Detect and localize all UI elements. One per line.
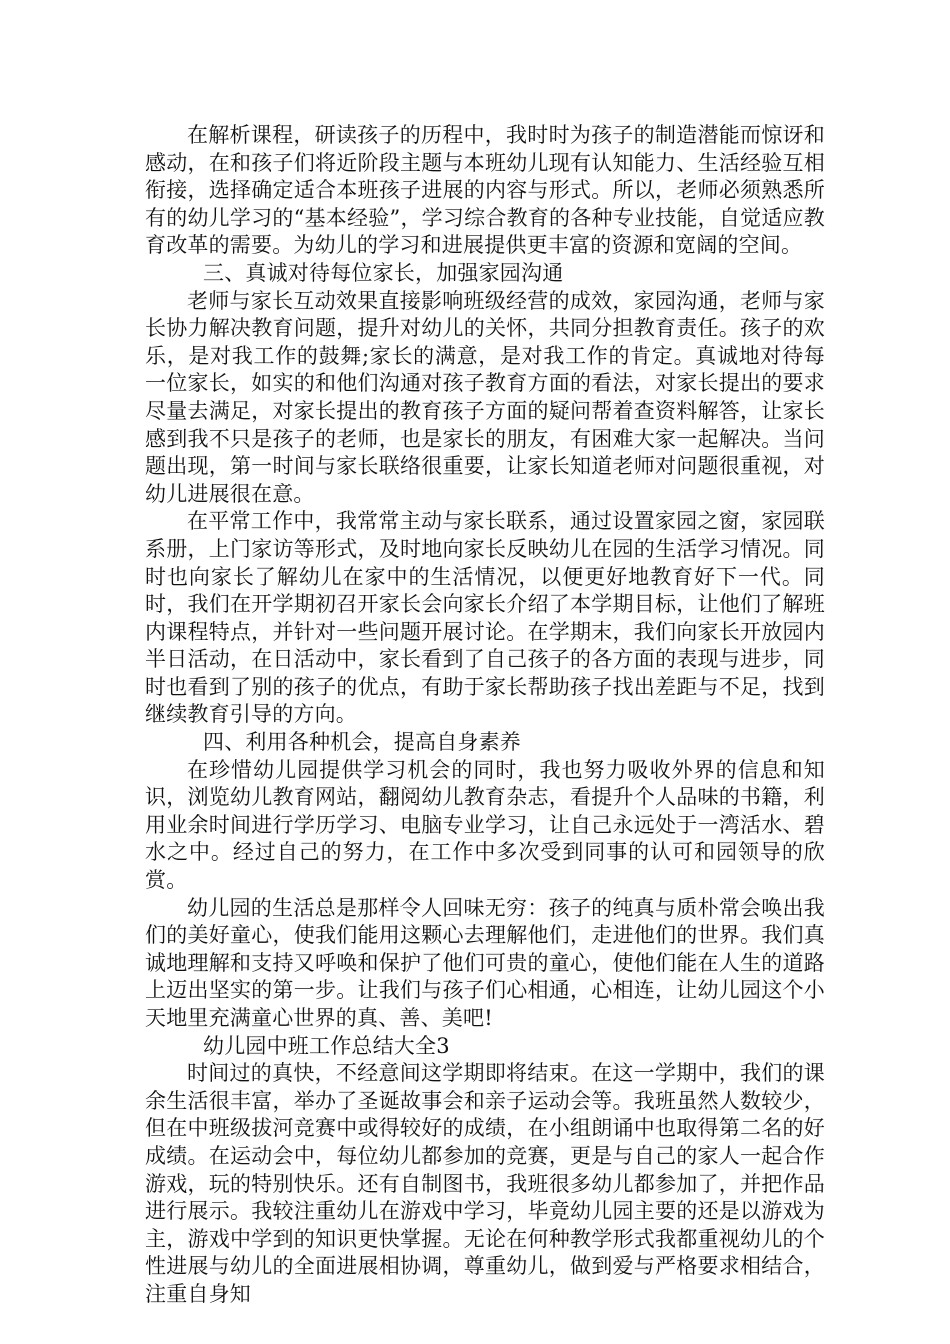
paragraph-4: 在珍惜幼儿园提供学习机会的同时，我也努力吸收外界的信息和知识，浏览幼儿教育网站，翻阅幼儿教育杂志，看提升个人品味的书籍，利用业余时间进行学历学习、电脑专业学习，让自己永远处于一湾活水、碧水之中。经过自己的努力，在工作中多次受到同事的认可和园领导的欣赏。	[145, 757, 825, 893]
article-title-3: 幼儿园中班工作总结大全3	[203, 1033, 450, 1058]
paragraph-6: 时间过的真快，不经意间这学期即将结束。在这一学期中，我们的课余生活很丰富，举办了圣诞故事会和亲子运动会等。我班虽然人数较少，但在中班级拔河竞赛中或得较好的成绩，在小组朗诵中也取得第二名的好成绩。在运动会中，每位幼儿都参加的竞赛，更是与自己的家人一起合作游戏，玩的特别快乐。还有自制图书，我班很多幼儿都参加了，并把作品进行展示。我较注重幼儿在游戏中学习，毕竟幼儿园主要的还是以游戏为主，游戏中学到的知识更快掌握。无论在何种教学形式我都重视幼儿的个性进展与幼儿的全面进展相协调，尊重幼儿，做到爱与严格要求相结合，注重自身知	[145, 1061, 825, 1306]
paragraph-2: 老师与家长互动效果直接影响班级经营的成效，家园沟通，老师与家长协力解决教育问题，提升对幼儿的关怀，共同分担教育责任。孩子的欢乐，是对我工作的鼓舞;家长的满意，是对我工作的肯定。真诚地对待每一位家长，如实的和他们沟通对孩子教育方面的看法，对家长提出的要求尽量去满足，对家长提出的教育孩子方面的疑问帮着查资料解答，让家长感到我不只是孩子的老师，也是家长的朋友，有困难大家一起解决。当问题出现，第一时间与家长联络很重要，让家长知道老师对问题很重视，对幼儿进展很在意。	[145, 288, 825, 506]
section-heading-4: 四、利用各种机会，提高自身素养	[203, 730, 521, 755]
section-heading-3: 三、真诚对待每位家长，加强家园沟通	[203, 260, 564, 285]
paragraph-1: 在解析课程，研读孩子的历程中，我时时为孩子的制造潜能而惊讶和感动，在和孩子们将近阶段主题与本班幼儿现有认知能力、生活经验互相衔接，选择确定适合本班孩子进展的内容与形式。所以，老师必须熟悉所有的幼儿学习的“基本经验”，学习综合教育的各种专业技能，自觉适应教育改革的需要。为幼儿的学习和进展提供更丰富的资源和宽阔的空间。	[145, 123, 825, 258]
document-page	[145, 122, 825, 1309]
paragraph-3: 在平常工作中，我常常主动与家长联系，通过设置家园之窗，家园联系册，上门家访等形式，及时地向家长反映幼儿在园的生活学习情况。同时也向家长了解幼儿在家中的生活情况，以便更好地教育好下一代。同时，我们在开学期初召开家长会向家长介绍了本学期目标，让他们了解班内课程特点，并针对一些问题开展讨论。在学期末，我们向家长开放园内半日活动，在日活动中，家长看到了自己孩子的各方面的表现与进步，同时也看到了别的孩子的优点，有助于家长帮助孩子找出差距与不足，找到继续教育引导的方向。	[145, 509, 825, 727]
paragraph-5: 幼儿园的生活总是那样令人回味无穷：孩子的纯真与质朴常会唤出我们的美好童心，使我们能用这颗心去理解他们，走进他们的世界。我们真诚地理解和支持又呼唤和保护了他们可贵的童心，使他们能在人生的道路上迈出坚实的第一步。让我们与孩子们心相通，心相连，让幼儿园这个小天地里充满童心世界的真、善、美吧!	[145, 895, 825, 1030]
